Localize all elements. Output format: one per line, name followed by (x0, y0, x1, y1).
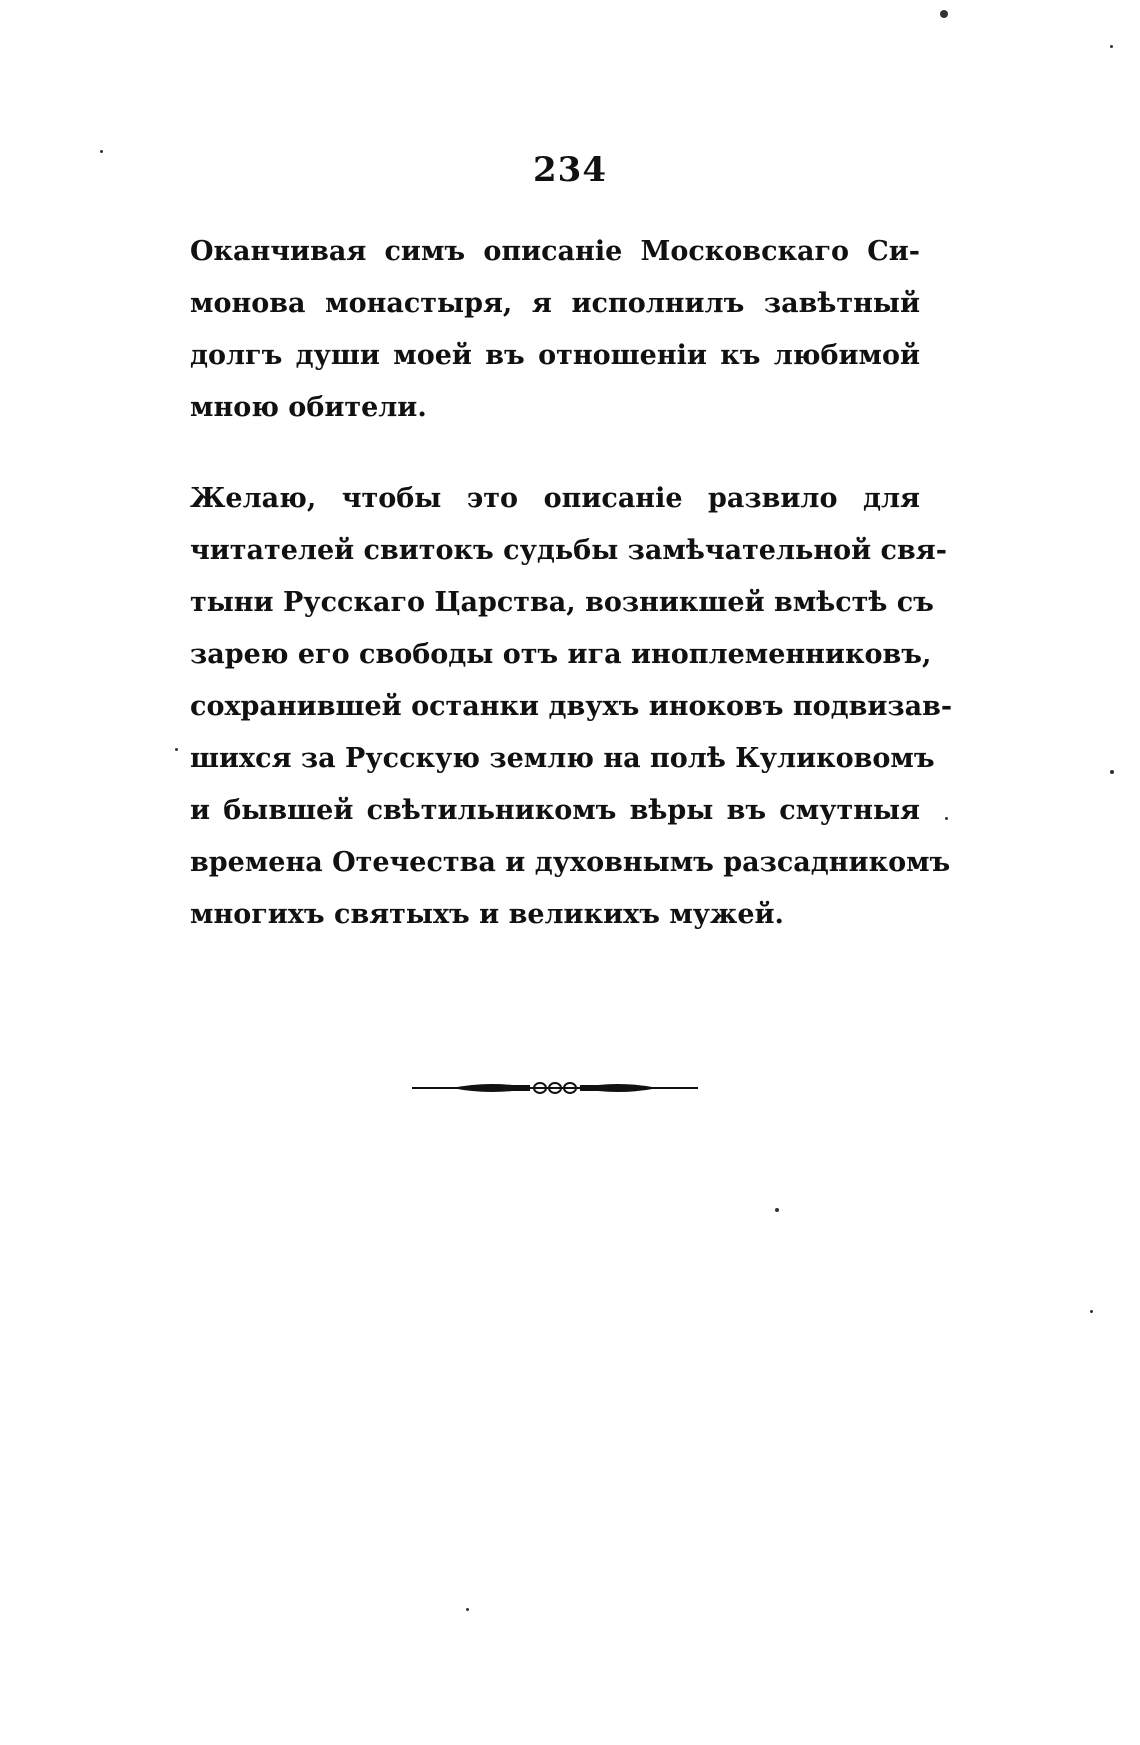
scan-speck (100, 150, 103, 153)
scan-speck (466, 1608, 469, 1611)
text-line: тыни Русскаго Царства, возникшей вмѣстѣ съ (190, 587, 934, 618)
scan-speck (175, 748, 178, 751)
text-line: долгъ души моей въ отношеніи къ любимой (190, 340, 920, 371)
text-line: многихъ святыхъ и великихъ мужей. (190, 899, 784, 930)
paragraph-2 (190, 473, 953, 941)
scan-speck (1090, 1310, 1093, 1313)
scan-speck (940, 10, 948, 18)
text-line: монова монастыря, я исполнилъ завѣтный (190, 288, 920, 319)
text-line: зарею его свободы отъ ига иноплеменниковъ, (190, 639, 932, 670)
text-line: Оканчивая симъ описаніе Московскаго Си- (190, 236, 920, 267)
text-line: шихся за Русскую землю на полѣ Куликовомъ (190, 743, 935, 774)
text-line: читателей свитокъ судьбы замѣчательной свя- (190, 535, 947, 566)
page-number: 234 (533, 150, 607, 190)
scan-speck (1110, 770, 1114, 774)
tailpiece-ornament-icon (412, 1074, 698, 1102)
text-line: Желаю, чтобы это описаніе развило для (190, 483, 920, 514)
paragraph-1 (190, 226, 920, 434)
scan-speck (945, 817, 948, 820)
scan-speck (1110, 45, 1113, 48)
text-line: и бывшей свѣтильникомъ вѣры въ смутныя (190, 795, 920, 826)
scan-speck (775, 1208, 779, 1212)
text-line: сохранившей останки двухъ иноковъ подвизав- (190, 691, 953, 722)
text-line: времена Отечества и духовнымъ разсадникомъ (190, 847, 951, 878)
text-line: мною обители. (190, 392, 427, 423)
